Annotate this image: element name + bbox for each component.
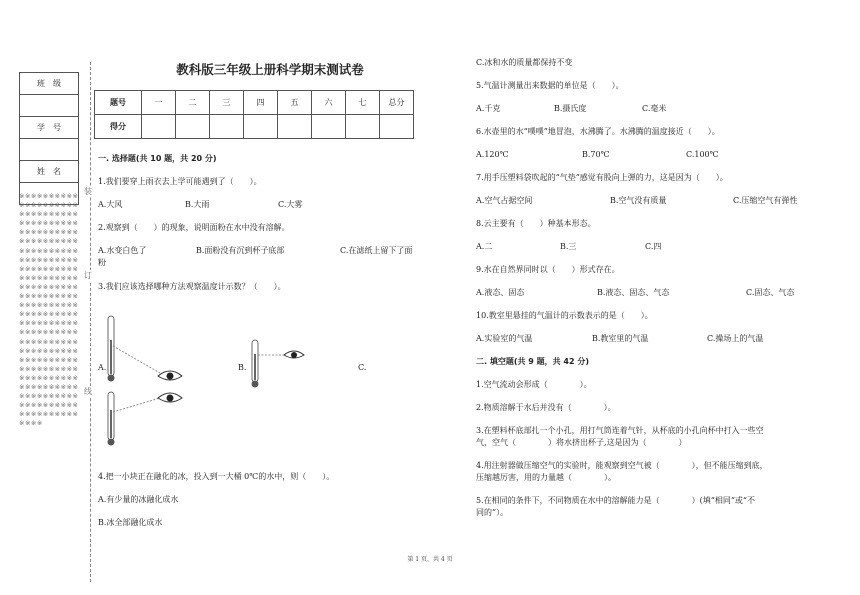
eye-icon (284, 351, 304, 358)
fill-question-4-line-1: 4.用注射器做压缩空气的实验时，能观察到空气被（ ），但不能压缩到底， (476, 461, 768, 470)
q5-option-a: A.千克 (476, 104, 501, 113)
score-header-cell: 总分 (380, 91, 414, 115)
q7-option-a: A.空气占据空间 (476, 196, 533, 205)
question-6: 6.水壶里的水“噗噗”地冒泡，水沸腾了。水沸腾的温度接近（ ）。 (476, 127, 720, 136)
score-cell (346, 115, 380, 139)
thermometer-observation-figure (100, 310, 310, 450)
score-cell (380, 115, 414, 139)
eye-icon (158, 371, 182, 380)
thermometer-icon (108, 392, 115, 446)
q8-option-c: C.四 (645, 242, 662, 251)
fill-question-1: 1.空气流动会形成（ ）。 (476, 380, 592, 389)
fill-question-3-line-2: 气，空气（ ）将水挤出杯子,这是因为（ ） (476, 438, 687, 447)
q10-option-b: B.教室里的气温 (592, 334, 649, 343)
score-header-cell: 四 (244, 91, 278, 115)
score-value-row (95, 115, 414, 139)
q3-option-b: B. (238, 363, 247, 372)
score-cell (278, 115, 312, 139)
fill-question-2: 2.物质溶解于水后并没有（ ）。 (476, 403, 616, 412)
student-info-table (19, 72, 79, 205)
q9-option-b: B.液态、固态、气态 (597, 288, 670, 297)
q8-option-b: B.三 (560, 242, 577, 251)
score-cell (244, 115, 278, 139)
fill-question-3-line-1: 3.在塑料杯底部扎一个小孔，用打气筒连着气针，从杯底的小孔向杯中打入一些空 (476, 426, 764, 435)
question-8: 8.云主要有（ ）种基本形态。 (476, 219, 596, 228)
student-id-label: 学 号 (20, 117, 79, 139)
question-7: 7.用手压塑料袋吹起的“气垫”感觉有股向上弹的力，这是因为（ ）。 (476, 173, 728, 182)
score-header-cell: 六 (312, 91, 346, 115)
score-cell (176, 115, 210, 139)
score-header-cell: 一 (142, 91, 176, 115)
fill-question-5-line-1: 5.在相同的条件下，不同物质在水中的溶解能力是（ ）(填“相同”或“不 (476, 496, 756, 505)
score-table (94, 90, 414, 139)
q2-option-c-continued: 粉 (98, 258, 106, 267)
q6-option-c: C.100℃ (686, 150, 719, 159)
exam-title: 教科版三年级上册科学期末测试卷 (176, 62, 364, 77)
q5-option-b: B.摄氏度 (554, 104, 587, 113)
q7-option-c: C.压缩空气有弹性 (733, 196, 798, 205)
score-header-cell: 二 (176, 91, 210, 115)
q10-option-c: C.操场上的气温 (707, 334, 764, 343)
q9-option-a: A.液态、固态 (476, 288, 525, 297)
score-header-cell: 五 (278, 91, 312, 115)
score-cell (210, 115, 244, 139)
q7-option-b: B.空气没有质量 (610, 196, 667, 205)
q2-option-a: A.水变白色了 (98, 246, 147, 255)
question-3: 3.我们应该选择哪种方法观察温度计示数？（ ）。 (98, 282, 286, 291)
thermometer-icon (108, 316, 115, 382)
score-cell (312, 115, 346, 139)
name-label: 姓 名 (20, 161, 79, 183)
binding-word-2: 订 (84, 271, 92, 280)
q6-option-a: A.120℃ (476, 150, 509, 159)
thermometer-icon (252, 340, 259, 388)
score-cell (142, 115, 176, 139)
student-id-field (20, 139, 79, 161)
q2-option-b: B.面粉没有沉到杯子底部 (196, 246, 285, 255)
score-header-cell: 三 (210, 91, 244, 115)
question-5: 5.气温计测量出来数据的单位是（ ）。 (476, 81, 624, 90)
q9-option-c: C.固态、气态 (746, 288, 795, 297)
question-4: 4.把一小块正在融化的冰，投入到一大桶 0℃的水中，则（ ）。 (98, 472, 335, 481)
q4-option-a: A.有少量的冰融化成水 (98, 495, 179, 504)
score-header-row (95, 91, 414, 115)
binding-pattern: ※※※※※※※※※※※※※※※※※※※※※※※※※※※※※※※※※※※※※※※※※※※※※※※※※※※※※※※※※※※※※※※※※※※※※※※※※※※※※※※※※※※※※※※※※※※※※※※※※※※※※※※※※※※※※※※※※※※※※※※※※※※※※※※※※※※※※※※※※※※※※※※※※※※※※※※※※※※※※※※※※※※※※※※※※※※※※※※※※※※※※※※※※※※※※※※※※※※※※※※※※※※※※※※※※※※※※※※※※※※※※※※※※※※※※※※※※※※※※※※※※※※※※※※※※※※※※※ (19, 192, 79, 428)
class-field (20, 95, 79, 117)
line-of-sight (113, 398, 160, 412)
binding-dashed-line (90, 62, 91, 582)
q1-option-b: B.大雨 (185, 200, 210, 209)
score-row-label: 得分 (95, 115, 142, 139)
class-label: 班 级 (20, 73, 79, 95)
q3-option-a: A. (98, 363, 107, 372)
section-2-heading: 二. 填空题(共 9 题，共 42 分) (476, 357, 589, 366)
q10-option-a: A.实验室的气温 (476, 334, 533, 343)
line-of-sight (113, 346, 160, 373)
binding-word-1: 装 (84, 187, 92, 196)
eye-icon (158, 393, 182, 402)
fill-question-4-line-2: 压缩越厉害，用的力量越（ ）。 (476, 473, 616, 482)
fill-question-5-line-2: 同的”）。 (476, 508, 509, 517)
page-footer: 第 1 页，共 4 页 (407, 556, 453, 563)
q4-option-c: C.冰和水的质量都保持不变 (476, 58, 573, 67)
q2-option-c: C.在滤纸上留下了面 (340, 246, 413, 255)
q1-option-c: C.大雾 (278, 200, 303, 209)
question-2: 2.观察到（ ）的现象，说明面粉在水中没有溶解。 (98, 223, 290, 232)
score-header-cell: 七 (346, 91, 380, 115)
question-10: 10.教室里悬挂的气温计的示数表示的是（ ）。 (476, 311, 653, 320)
question-9: 9.水在自然界同时以（ ）形式存在。 (476, 265, 620, 274)
question-1: 1.我们要穿上雨衣去上学可能遇到了（ ）。 (98, 177, 262, 186)
q5-option-c: C.毫米 (642, 104, 667, 113)
score-header-cell: 题号 (95, 91, 142, 115)
q3-option-c: C. (358, 363, 367, 372)
q8-option-a: A.二 (476, 242, 493, 251)
section-1-heading: 一. 选择题(共 10 题，共 20 分) (98, 154, 217, 163)
binding-word-3: 线 (84, 387, 92, 396)
q6-option-b: B.70℃ (582, 150, 610, 159)
q4-option-b: B.冰全部融化成水 (98, 518, 163, 527)
q1-option-a: A.大风 (98, 200, 123, 209)
